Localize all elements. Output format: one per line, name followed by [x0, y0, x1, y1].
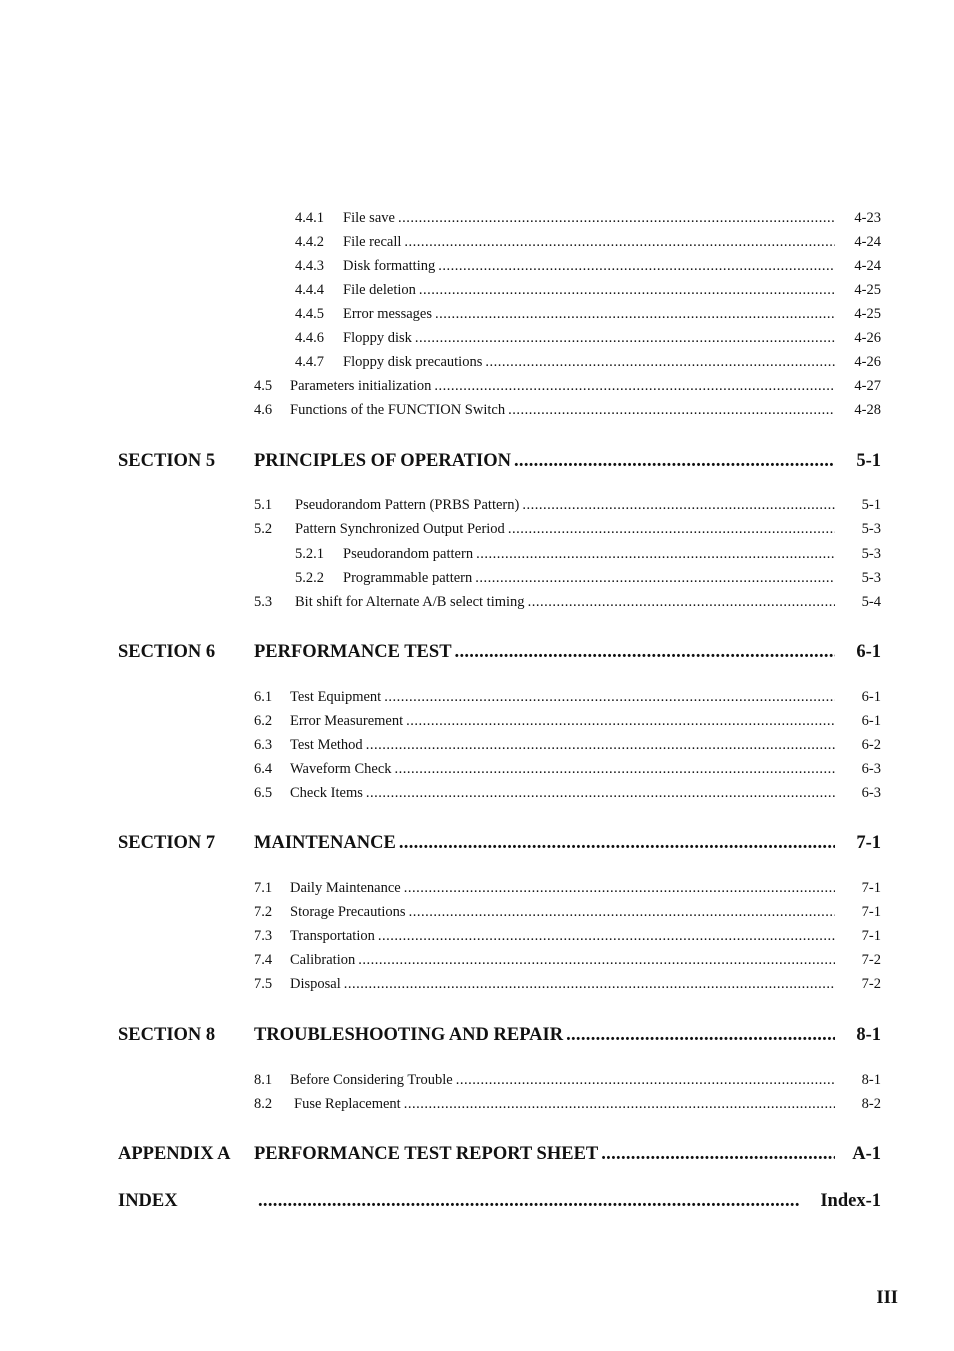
entry-page: 8-2: [861, 1096, 881, 1112]
entry-title: Error messages: [343, 306, 432, 322]
entry-title: Calibration: [290, 952, 356, 968]
entry-page: 4-24: [854, 258, 881, 274]
dot-leader: [508, 521, 835, 538]
dot-leader: [485, 354, 835, 371]
entry-title: Pattern Synchronized Output Period: [295, 521, 505, 537]
toc-entry: [254, 880, 881, 897]
entry-number: 4.4.4: [295, 282, 324, 298]
toc-entry: [295, 546, 881, 563]
entry-number: 6.2: [254, 713, 273, 729]
entry-number: 5.1: [254, 497, 273, 513]
appendix-page: A-1: [852, 1144, 881, 1164]
entry-title: Test Equipment: [290, 689, 382, 705]
section-title: PERFORMANCE TEST: [254, 642, 452, 662]
entry-number: 4.4.2: [295, 234, 324, 250]
entry-page: 6-3: [861, 761, 881, 777]
dot-leader: [384, 689, 835, 706]
index-page: Index-1: [820, 1191, 881, 1211]
entry-number: 4.4.7: [295, 354, 324, 370]
entry-title: Test Method: [290, 737, 363, 753]
entry-title: Floppy disk precautions: [343, 354, 483, 370]
dot-leader: [476, 546, 835, 563]
entry-page: 7-2: [861, 976, 881, 992]
entry-number: 8.2: [254, 1096, 273, 1112]
entry-title: File deletion: [343, 282, 416, 298]
section-page: 6-1: [856, 642, 881, 662]
toc-entry: [254, 904, 881, 921]
dot-leader: [409, 904, 835, 921]
entry-number: 6.1: [254, 689, 273, 705]
toc-entry: [254, 1072, 881, 1089]
toc-entry: [254, 737, 881, 754]
entry-number: 6.3: [254, 737, 273, 753]
entry-title: Pseudorandom pattern: [343, 546, 474, 562]
entry-number: 7.4: [254, 952, 273, 968]
toc-entry: [254, 976, 881, 993]
entry-page: 5-4: [861, 594, 881, 610]
entry-number: 4.4.5: [295, 306, 324, 322]
entry-page: 4-26: [854, 330, 881, 346]
dot-leader: [435, 306, 835, 323]
section-heading: [254, 1025, 881, 1046]
dot-leader: [434, 378, 835, 395]
entry-page: 7-1: [861, 880, 881, 896]
entry-title: Disposal: [290, 976, 341, 992]
toc-entry: [254, 761, 881, 778]
dot-leader: [456, 1072, 835, 1089]
section-page: 5-1: [856, 451, 881, 471]
entry-number: 4.4.6: [295, 330, 324, 346]
appendix-label: APPENDIX A: [118, 1144, 231, 1164]
entry-page: 4-27: [854, 378, 881, 394]
toc-entry: [254, 952, 881, 969]
entry-title: Error Measurement: [290, 713, 404, 729]
entry-number: 6.5: [254, 785, 273, 801]
entry-page: 5-3: [861, 521, 881, 537]
section-heading: [254, 451, 881, 472]
dot-leader: [475, 570, 835, 587]
dot-leader: [601, 1144, 835, 1165]
entry-title: Parameters initialization: [290, 378, 432, 394]
entry-number: 4.6: [254, 402, 273, 418]
dot-leader: [508, 402, 835, 419]
entry-title: Bit shift for Alternate A/B select timing: [295, 594, 525, 610]
section-label: SECTION 5: [118, 451, 216, 471]
toc-entry: [295, 330, 881, 347]
toc-entry: [254, 928, 881, 945]
entry-page: 4-24: [854, 234, 881, 250]
dot-leader: [404, 1096, 835, 1113]
entry-page: 5-1: [861, 497, 881, 513]
entry-title: Fuse Replacement: [294, 1096, 401, 1112]
dot-leader: [514, 451, 835, 472]
toc-entry: [295, 306, 881, 323]
entry-number: 8.1: [254, 1072, 273, 1088]
entry-number: 5.2: [254, 521, 273, 537]
entry-title: Daily Maintenance: [290, 880, 401, 896]
dot-leader: [399, 833, 835, 854]
appendix-heading: [254, 1144, 881, 1165]
entry-number: 4.4.1: [295, 210, 324, 226]
toc-entry: [254, 521, 881, 538]
entry-page: 4-28: [854, 402, 881, 418]
dot-leader: [415, 330, 835, 347]
dot-leader: [258, 1191, 800, 1212]
entry-title: Disk formatting: [343, 258, 436, 274]
section-title: MAINTENANCE: [254, 833, 396, 853]
entry-page: 4-25: [854, 282, 881, 298]
entry-page: 8-1: [861, 1072, 881, 1088]
entry-title: File recall: [343, 234, 402, 250]
toc-entry: [295, 258, 881, 275]
section-page: 7-1: [856, 833, 881, 853]
entry-title: Waveform Check: [290, 761, 392, 777]
dot-leader: [398, 210, 835, 227]
entry-title: Functions of the FUNCTION Switch: [290, 402, 506, 418]
entry-title: Floppy disk: [343, 330, 412, 346]
entry-title: Transportation: [290, 928, 375, 944]
toc-entry: [254, 713, 881, 730]
section-heading: [254, 833, 881, 854]
entry-number: 7.5: [254, 976, 273, 992]
toc-entry: [254, 689, 881, 706]
entry-number: 7.2: [254, 904, 273, 920]
dot-leader: [522, 497, 835, 514]
section-label: SECTION 6: [118, 642, 216, 662]
dot-leader: [378, 928, 835, 945]
dot-leader: [419, 282, 835, 299]
dot-leader: [344, 976, 835, 993]
dot-leader: [438, 258, 835, 275]
entry-number: 4.5: [254, 378, 273, 394]
dot-leader: [404, 880, 835, 897]
entry-number: 5.3: [254, 594, 273, 610]
appendix-title: PERFORMANCE TEST REPORT SHEET: [254, 1144, 599, 1164]
entry-number: 7.1: [254, 880, 273, 896]
toc-entry: [295, 234, 881, 251]
entry-page: 5-3: [861, 546, 881, 562]
entry-page: 6-2: [861, 737, 881, 753]
entry-page: 4-26: [854, 354, 881, 370]
entry-title: Before Considering Trouble: [290, 1072, 453, 1088]
entry-page: 7-2: [861, 952, 881, 968]
entry-page: 5-3: [861, 570, 881, 586]
entry-title: Pseudorandom Pattern (PRBS Pattern): [295, 497, 520, 513]
toc-entry: [254, 594, 881, 611]
entry-page: 6-3: [861, 785, 881, 801]
toc-entry: [295, 570, 881, 587]
entry-number: 4.4.3: [295, 258, 324, 274]
entry-number: 5.2.2: [295, 570, 324, 586]
entry-page: 6-1: [861, 713, 881, 729]
section-heading: [254, 642, 881, 663]
dot-leader: [395, 761, 836, 778]
entry-page: 6-1: [861, 689, 881, 705]
dot-leader: [404, 234, 835, 251]
entry-page: 4-25: [854, 306, 881, 322]
entry-title: Storage Precautions: [290, 904, 406, 920]
dot-leader: [528, 594, 835, 611]
entry-title: Programmable pattern: [343, 570, 473, 586]
dot-leader: [366, 785, 835, 802]
entry-page: 7-1: [861, 928, 881, 944]
toc-entry: [254, 497, 881, 514]
section-label: SECTION 8: [118, 1025, 216, 1045]
section-title: TROUBLESHOOTING AND REPAIR: [254, 1025, 564, 1045]
dot-leader: [406, 713, 835, 730]
entry-title: File save: [343, 210, 395, 226]
dot-leader: [358, 952, 835, 969]
dot-leader: [566, 1025, 835, 1046]
toc-entry: [295, 210, 881, 227]
dot-leader: [455, 642, 835, 663]
toc-entry: [254, 402, 881, 419]
toc-entry: [254, 785, 881, 802]
toc-entry: [254, 378, 881, 395]
toc-entry: [295, 354, 881, 371]
page-folio: III: [876, 1288, 898, 1308]
section-label: SECTION 7: [118, 833, 216, 853]
index-heading: [258, 1191, 881, 1212]
toc-entry: [295, 282, 881, 299]
entry-page: 4-23: [854, 210, 881, 226]
section-page: 8-1: [856, 1025, 881, 1045]
entry-number: 6.4: [254, 761, 273, 777]
section-title: PRINCIPLES OF OPERATION: [254, 451, 511, 471]
index-label: INDEX: [118, 1191, 178, 1211]
dot-leader: [366, 737, 835, 754]
entry-page: 7-1: [861, 904, 881, 920]
entry-title: Check Items: [290, 785, 363, 801]
toc-entry: [254, 1096, 881, 1113]
entry-number: 7.3: [254, 928, 273, 944]
entry-number: 5.2.1: [295, 546, 324, 562]
